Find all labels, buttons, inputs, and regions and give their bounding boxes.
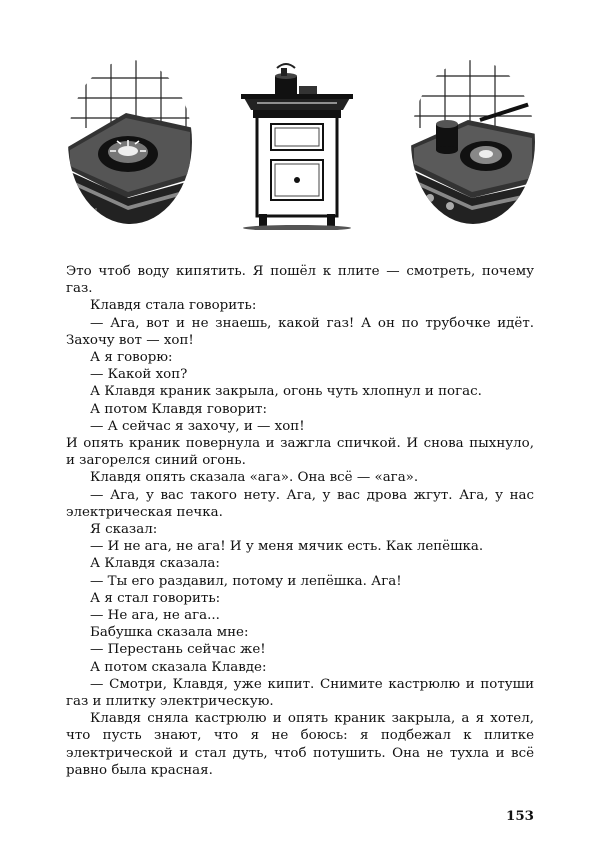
paragraph: А я стал говорить: bbox=[90, 590, 221, 606]
paragraph: А я говорю: bbox=[90, 350, 173, 366]
paragraph: — Не ага, не ага... bbox=[90, 608, 220, 624]
electric-hotplate-illustration bbox=[410, 58, 536, 226]
paragraph: — И не ага, не ага! И у меня мячик есть. Как лепёшка. bbox=[90, 539, 484, 555]
story-text bbox=[66, 263, 534, 779]
paragraph: Клавдя стала говорить: bbox=[90, 298, 257, 314]
paragraph: И опять краник повернула и зажгла спичкой. И снова пыхнуло, и загорелся синий огонь. bbox=[66, 436, 534, 469]
paragraph: А Клавдя краник закрыла, огонь чуть хлопнул и погас. bbox=[90, 384, 482, 400]
paragraph: Клавдя опять сказала «ага». Она всё — «ага». bbox=[90, 470, 419, 486]
paragraph: — Ага, у вас такого нету. Ага, у вас дрова жгут. Ага, у нас электрическая печка. bbox=[66, 487, 534, 520]
paragraph: — А сейчас я захочу, и — хоп! bbox=[90, 418, 305, 434]
illustration-row bbox=[0, 58, 600, 238]
paragraph: Бабушка сказала мне: bbox=[90, 625, 249, 641]
paragraph: Это чтоб воду кипятить. Я пошёл к плите — смотреть, почему газ. bbox=[66, 264, 534, 297]
paragraph: А потом сказала Клавде: bbox=[90, 659, 267, 675]
paragraph: — Перестань сейчас же! bbox=[90, 642, 266, 658]
paragraph: А потом Клавдя говорит: bbox=[90, 401, 267, 417]
paragraph: — Какой хоп? bbox=[90, 367, 188, 383]
gas-burner-illustration bbox=[66, 58, 194, 226]
paragraph: Я сказал: bbox=[90, 522, 158, 538]
paragraph: — Ага, вот и не знаешь, какой газ! А он по трубочке идёт. Захочу вот — хоп! bbox=[66, 315, 534, 348]
paragraph: Клавдя сняла кастрюлю и опять краник закрыла, а я хотел, что пусть знают, что я не боюсь: я подбежал к плитке электрической и стал дуть, чтоб потушить. Она не тухла и всё равно была красная. bbox=[66, 711, 534, 778]
page-number: 153 bbox=[506, 808, 534, 824]
wood-stove-illustration bbox=[237, 58, 357, 230]
paragraph: А Клавдя сказала: bbox=[90, 556, 220, 572]
paragraph: — Смотри, Клавдя, уже кипит. Снимите кастрюлю и потуши газ и плитку электрическую. bbox=[66, 676, 534, 710]
paragraph: — Ты его раздавил, потому и лепёшка. Ага! bbox=[90, 573, 402, 589]
